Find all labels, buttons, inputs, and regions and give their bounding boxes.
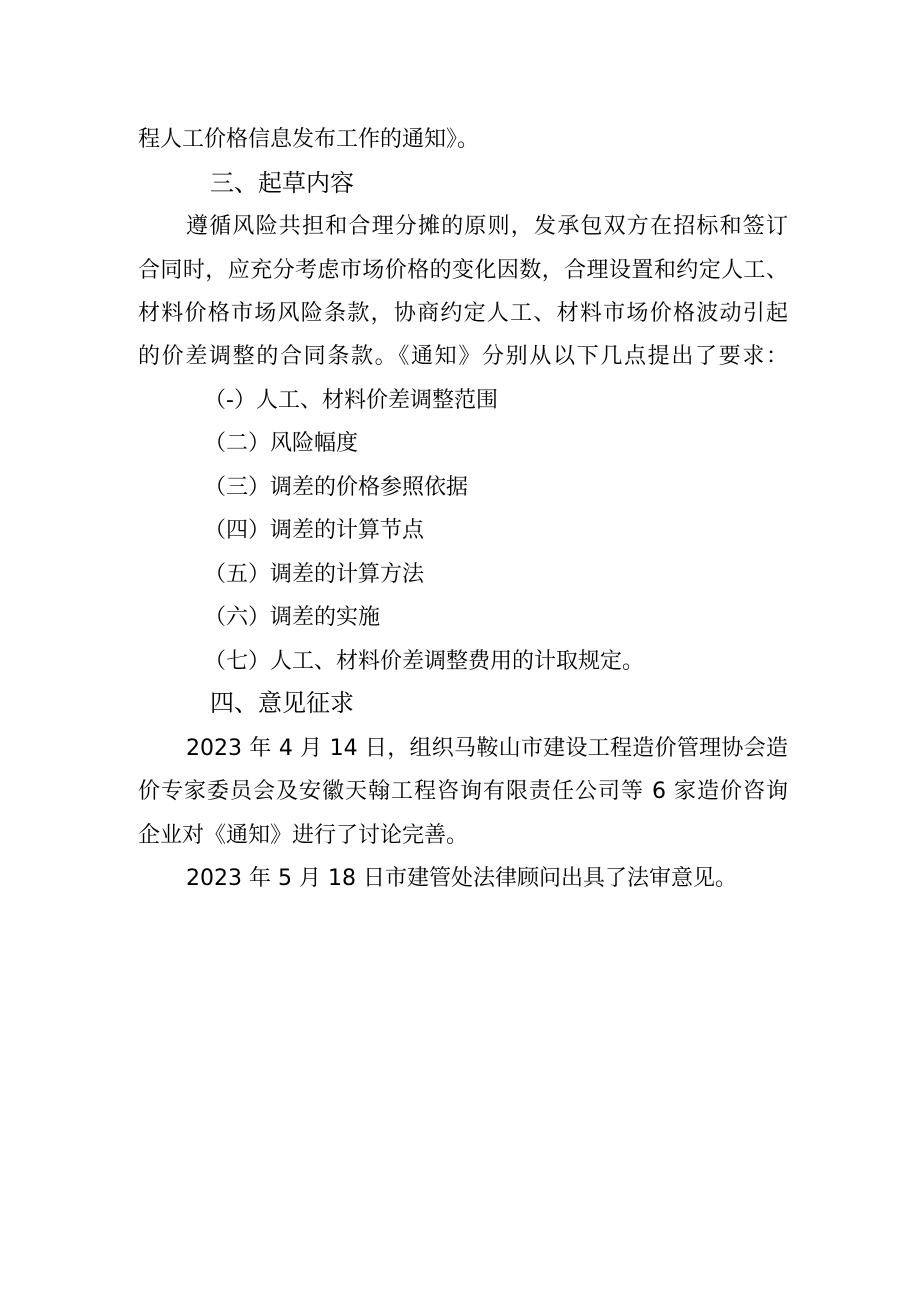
paragraph-line: 材料价格市场风险条款，协商约定人工、材料市场价格波动引起 (138, 301, 788, 326)
paragraph-line: 遵循风险共担和合理分摊的原则，发承包双方在招标和签订 (186, 214, 788, 239)
list-item: （五）调差的计算方法 (204, 562, 425, 587)
paragraph-line: 的价差调整的合同条款。《通知》分别从以下几点提出了要求： (138, 344, 788, 369)
list-item: （三）调差的价格参照依据 (204, 475, 469, 500)
list-item: （四）调差的计算节点 (204, 518, 425, 543)
paragraph-line: 企业对《通知》进行了讨论完善。 (138, 823, 469, 848)
section-heading-drafting-content: 三、起草内容 (210, 169, 354, 197)
list-item: （-）人工、材料价差调整范围 (204, 388, 498, 413)
paragraph-line: 2023 年 4 月 14 日，组织马鞍山市建设工程造价管理协会造 (186, 736, 788, 761)
continuation-line: 程人工价格信息发布工作的通知》。 (138, 127, 480, 152)
list-item: （六）调差的实施 (204, 605, 381, 630)
paragraph-line: 2023 年 5 月 18 日市建管处法律顾问出具了法审意见。 (186, 866, 737, 891)
list-item: （二）风险幅度 (204, 431, 359, 456)
paragraph-line: 合同时，应充分考虑市场价格的变化因数，合理设置和约定人工、 (138, 258, 788, 283)
list-item: （七）人工、材料价差调整费用的计取规定。 (204, 649, 645, 674)
paragraph-line: 价专家委员会及安徽天翰工程咨询有限责任公司等 6 家造价咨询 (138, 779, 788, 804)
section-heading-opinion-solicitation: 四、意见征求 (210, 689, 354, 717)
